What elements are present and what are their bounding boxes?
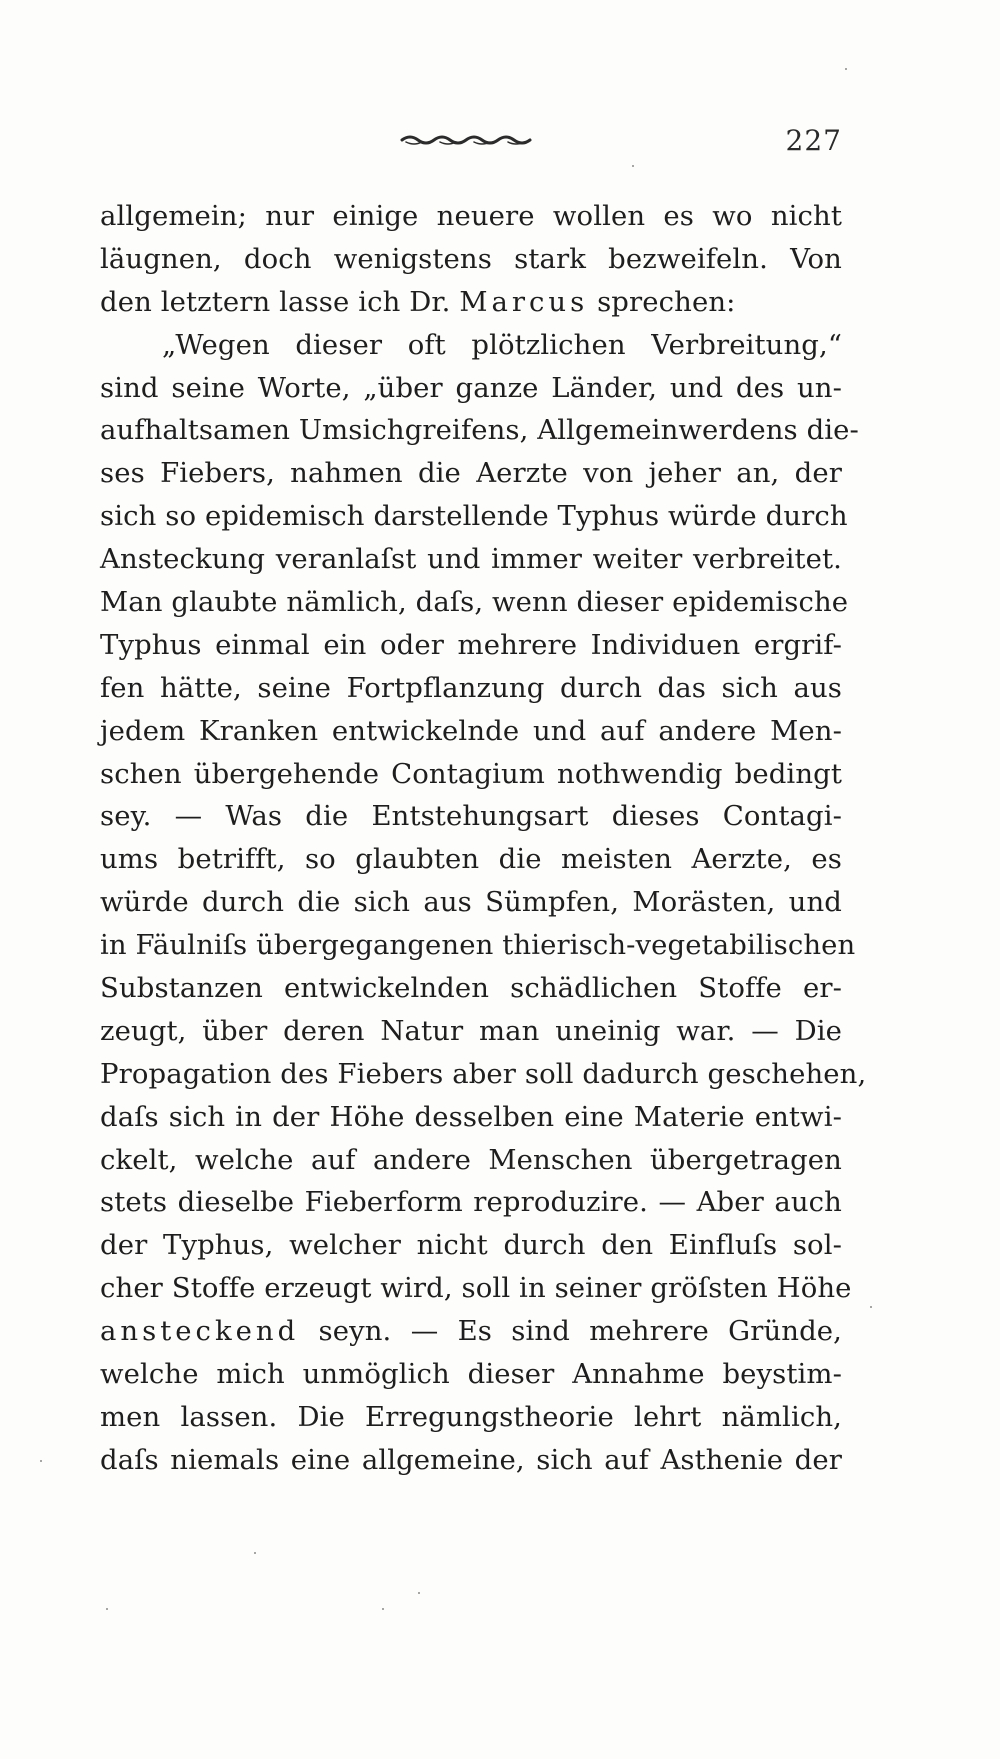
wavy-rule-ornament-icon	[400, 130, 540, 150]
scan-speck	[106, 1608, 108, 1610]
text-line: cher Stoffe erzeugt wird, soll in seiner gröſsten Höhe	[100, 1272, 852, 1305]
scan-speck	[40, 1460, 42, 1462]
text-line: ses Fiebers, nahmen die Aerzte von jeher an, der	[100, 457, 842, 490]
author-name-marcus: Marcus	[459, 285, 589, 318]
scan-speck	[870, 1306, 872, 1308]
text-line: aufhaltsamen Umsichgreifens, Allgemeinwerdens die-	[100, 414, 859, 447]
scan-speck	[418, 1592, 420, 1594]
text-line: sich so epidemisch darstellende Typhus würde durch	[100, 500, 848, 533]
text-line: Typhus einmal ein oder mehrere Individuen ergrif-	[100, 628, 842, 661]
text-line: sey. — Was die Entstehungsart dieses Contagi-	[100, 800, 842, 833]
page-header	[100, 124, 842, 170]
text-line: würde durch die sich aus Sümpfen, Morästen, und	[100, 886, 842, 919]
text-line	[100, 281, 842, 324]
page-number: 227	[785, 124, 842, 157]
text-line: „Wegen dieser oft plötzlichen Verbreitung,“	[162, 328, 842, 361]
text-line: zeugt, über deren Natur man uneinig war. — Die	[100, 1014, 842, 1047]
text-line: Man glaubte nämlich, daſs, wenn dieser epidemische	[100, 586, 849, 619]
text-line: daſs niemals eine allgemeine, sich auf Asthenie der	[100, 1443, 842, 1476]
text-line	[100, 1310, 842, 1353]
text-line: ckelt, welche auf andere Menschen übergetragen	[100, 1143, 842, 1176]
text-line: welche mich unmöglich dieser Annahme beystim-	[100, 1358, 842, 1391]
text-line: jedem Kranken entwickelnde und auf andere Men-	[100, 714, 842, 747]
text-line: daſs sich in der Höhe desselben eine Materie entwi-	[100, 1100, 842, 1133]
scan-speck	[382, 1608, 384, 1610]
scan-speck	[254, 1552, 256, 1554]
text-line-start: den letztern lasse ich Dr.	[100, 285, 451, 318]
text-line: stets dieselbe Fieberform reproduzire. — Aber auch	[100, 1186, 842, 1219]
text-line: läugnen, doch wenigstens stark bezweifeln. Von	[100, 242, 842, 275]
text-line: men lassen. Die Erregungstheorie lehrt nämlich,	[100, 1400, 842, 1433]
text-line: schen übergehende Contagium nothwendig bedingt	[100, 757, 842, 790]
scan-speck	[845, 68, 847, 70]
scan-speck	[632, 165, 634, 167]
text-line: Propagation des Fiebers aber soll dadurch geschehen,	[100, 1057, 867, 1090]
text-line-end: sprechen:	[597, 285, 736, 318]
text-line: ums betrifft, so glaubten die meisten Aerzte, es	[100, 843, 842, 876]
emphasis-ansteckend: ansteckend	[100, 1315, 300, 1348]
text-line: fen hätte, seine Fortpflanzung durch das sich aus	[100, 671, 842, 704]
text-line: sind seine Worte, „über ganze Länder, und des un-	[100, 371, 842, 404]
body-text	[100, 195, 867, 1482]
text-line: in Fäulniſs übergegangenen thierisch-vegetabilischen	[100, 929, 856, 962]
text-line: Ansteckung veranlaſst und immer weiter verbreitet.	[100, 543, 842, 576]
text-line-end: seyn. — Es sind mehrere Gründe,	[318, 1315, 842, 1348]
text-line: Substanzen entwickelnden schädlichen Stoffe er-	[100, 972, 842, 1005]
text-line: der Typhus, welcher nicht durch den Einfluſs sol-	[100, 1229, 842, 1262]
text-line: allgemein; nur einige neuere wollen es wo nicht	[100, 200, 842, 232]
